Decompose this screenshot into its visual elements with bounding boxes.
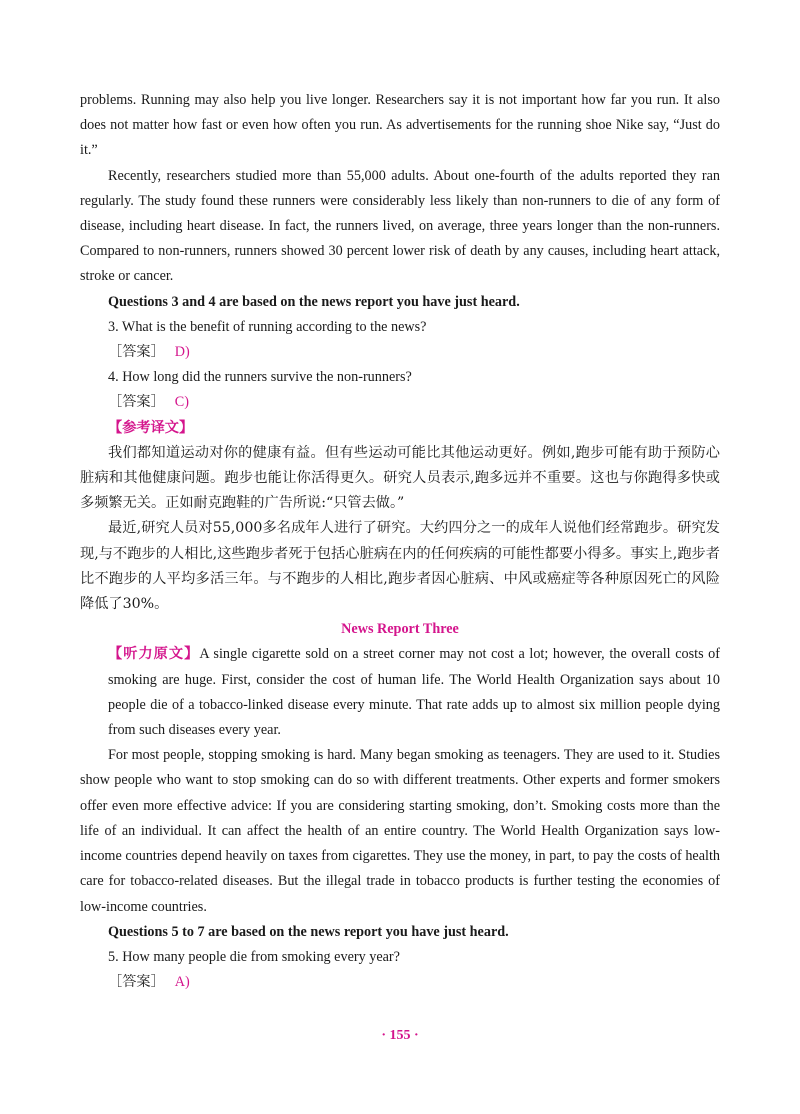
answer-label: ［答案］ [108, 344, 165, 361]
answer-3-value: D) [174, 344, 190, 361]
section-heading: News Report Three [341, 621, 459, 638]
page-content [80, 88, 720, 995]
paragraph-smoking-costs: A single cigarette sold on a street corner may not cost a lot; however, the overall costs of smoking are huge. First, consider the cost of human life. The World Health Organization says about 10 people die of a tobacco-linked disease every minute. That rate adds up to almost six million people dying from such diseases every year. [108, 646, 720, 739]
translation-paragraph-2: 最近,研究人员对55,000多名成年人进行了研究。大约四分之一的成年人说他们经常跑步。研究发现,与不跑步的人相比,这些跑步者死于包括心脏病在内的任何疾病的可能性都要小得多。事实上,跑步者比不跑步的人平均多活三年。与不跑步的人相比,跑步者因心脏病、中风或癌症等各种原因死亡的风险降低了30%。 [80, 520, 720, 613]
answer-5-value: A) [174, 974, 190, 991]
questions-5-7-intro: Questions 5 to 7 are based on the news report you have just heard. [108, 923, 509, 940]
question-4: 4. How long did the runners survive the non-runners? [108, 369, 412, 386]
answer-4 [80, 390, 720, 415]
translation-paragraph-1: 我们都知道运动对你的健康有益。但有些运动可能比其他运动更好。例如,跑步可能有助于预防心脏病和其他健康问题。跑步也能让你活得更久。研究人员表示,跑多远并不重要。这也与你跑得多快或多频繁无关。正如耐克跑鞋的广告所说:“只管去做。” [80, 444, 720, 512]
answer-5 [80, 970, 720, 995]
questions-3-4-intro: Questions 3 and 4 are based on the news report you have just heard. [108, 293, 520, 310]
question-3: 3. What is the benefit of running according to the news? [108, 318, 427, 335]
translation-tag: 【参考译文】 [108, 419, 194, 436]
answer-label: ［答案］ [108, 394, 165, 411]
translation-tag-line [80, 416, 720, 441]
listening-tag: 【听力原文】 [108, 646, 200, 663]
paragraph-running-benefits: problems. Running may also help you live longer. Researchers say it is not important how far you run. It also does not matter how fast or even how often you run. As advertisements for the running shoe Nike say, “Just do it.” [80, 92, 720, 159]
paragraph-study: Recently, researchers studied more than 55,000 adults. About one-fourth of the adults reported they ran regularly. The study found these runners were considerably less likely than non-runners to die of any form of disease, including heart disease. In fact, the runners lived, on average, three years longer than the non-runners. Compared to non-runners, runners showed 30 percent lower risk of death by any causes, including heart attack, stroke or cancer. [80, 167, 720, 285]
question-5: 5. How many people die from smoking every year? [108, 948, 400, 965]
page-number: · 155 · [381, 1028, 419, 1043]
listening-tag-line [80, 642, 720, 743]
paragraph-stop-smoking: For most people, stopping smoking is hard. Many began smoking as teenagers. They are used to it. Studies show people who want to stop smoking can do so with different treatments. Other experts and former smokers offer even more effective advice: If you are considering starting smoking, don’t. Smoking costs more than the life of an individual. It can affect the health of an entire country. The World Health Organization says low-income countries depend heavily on taxes from cigarettes. They use the money, in part, to pay the costs of health care for tobacco-related diseases. But the illegal trade in tobacco products is further testing the economies of low-income countries. [80, 747, 720, 915]
answer-label: ［答案］ [108, 974, 165, 991]
answer-3 [80, 340, 720, 365]
answer-4-value: C) [174, 394, 189, 411]
